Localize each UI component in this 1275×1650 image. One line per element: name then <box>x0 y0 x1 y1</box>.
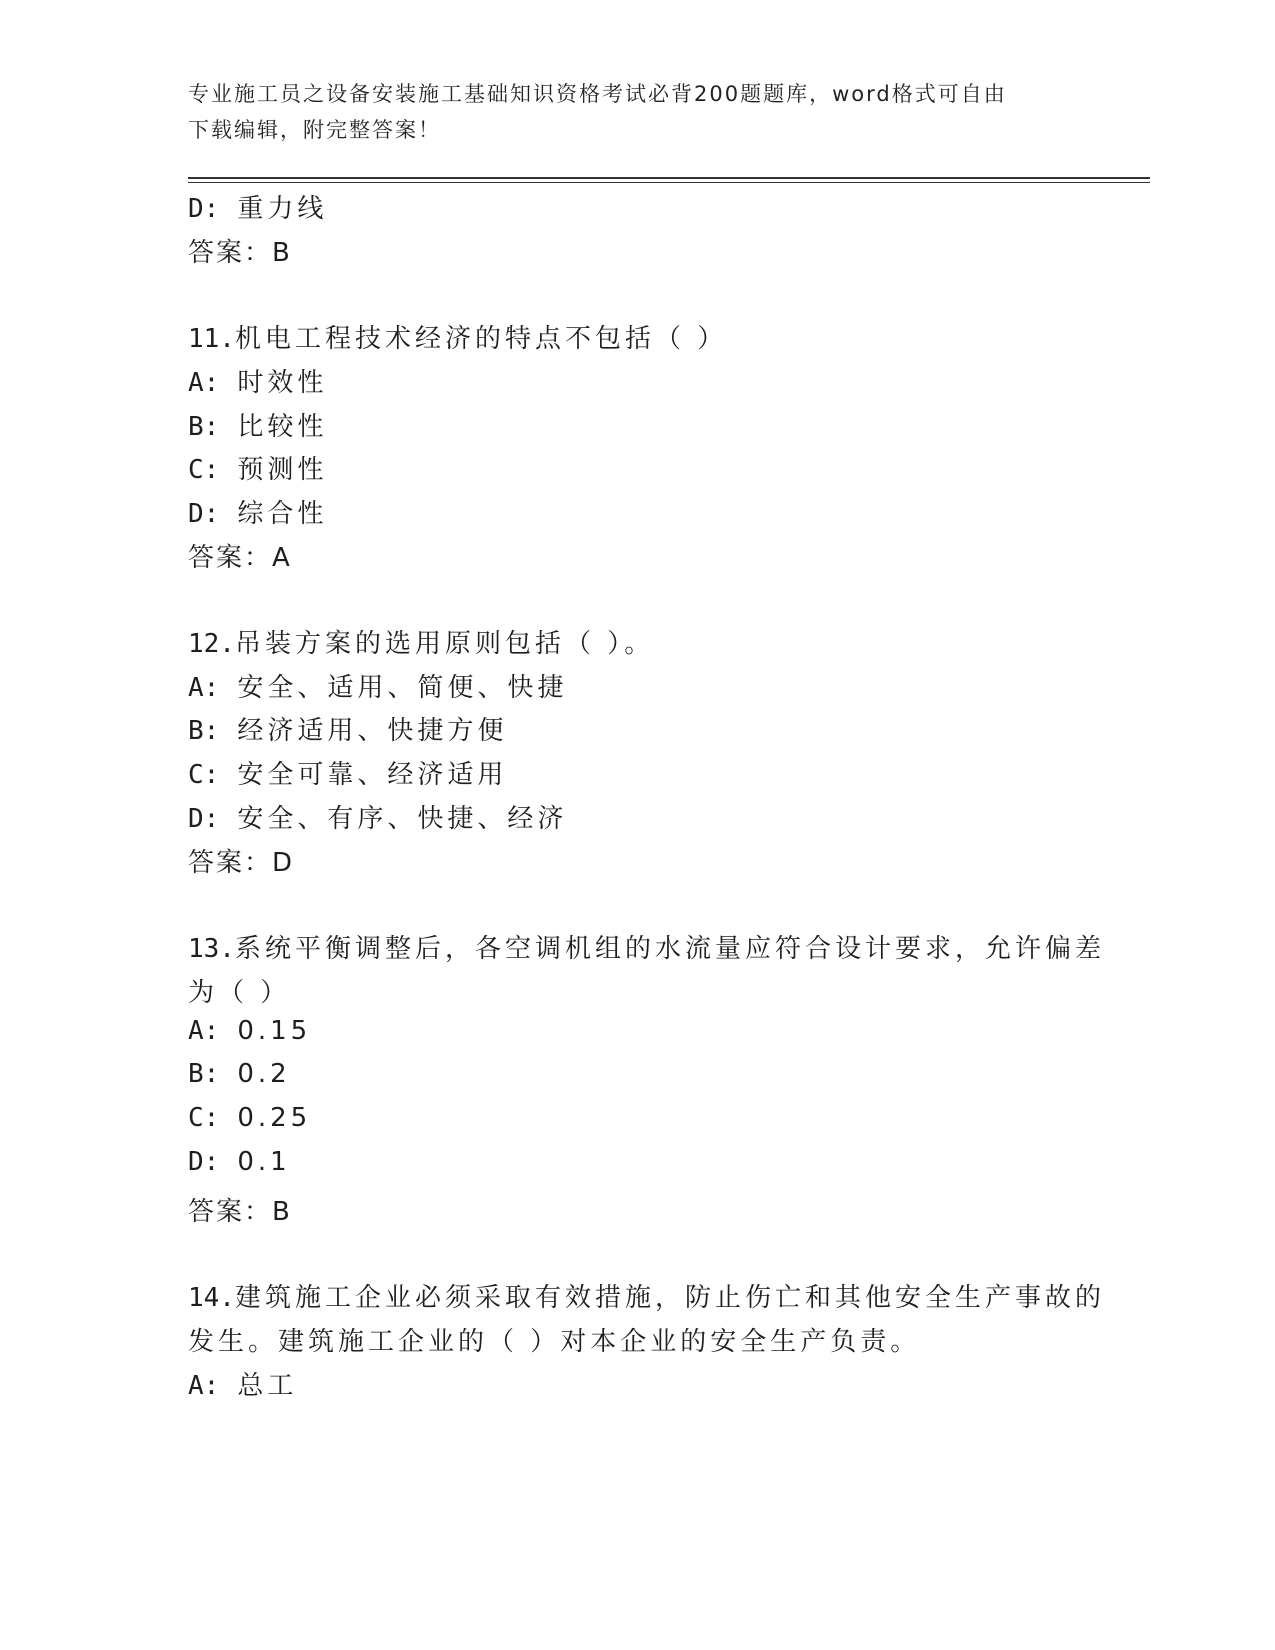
option-letter: A: <box>188 1016 220 1046</box>
answer-label: 答案： <box>188 848 273 878</box>
question-14-option-a <box>188 1365 297 1402</box>
question-14-stem <box>188 1277 1105 1314</box>
header-divider-thin <box>188 182 1150 183</box>
question-13-option-d <box>188 1147 291 1177</box>
answer-value: D <box>272 848 295 878</box>
header-divider-thick <box>188 177 1150 179</box>
question-number: 13. <box>188 934 235 964</box>
option-text: 总工 <box>237 1371 298 1401</box>
option-letter: A: <box>188 368 220 398</box>
question-text: 发生。建筑施工企业的（ ）对本企业的安全生产负责。 <box>188 1327 921 1357</box>
question-12-stem <box>188 623 654 660</box>
question-12-option-d <box>188 798 567 835</box>
carryover-option-d <box>188 188 327 225</box>
question-text: 机电工程技术经济的特点不包括（ ） <box>234 324 728 354</box>
option-text: 0.25 <box>237 1103 312 1133</box>
answer-value: B <box>272 238 292 268</box>
option-text: 0.15 <box>237 1016 312 1046</box>
option-text: 0.2 <box>237 1059 291 1089</box>
question-12-option-c <box>188 754 507 791</box>
question-11-stem <box>188 318 727 355</box>
option-text: 经济适用、快捷方便 <box>237 716 508 746</box>
option-letter: C: <box>188 455 220 485</box>
option-text: 重力线 <box>237 194 328 224</box>
question-11-option-c <box>188 449 327 486</box>
header-line-2: 下载编辑，附完整答案！ <box>188 118 441 142</box>
question-13-stem-continued <box>188 972 290 1009</box>
question-13-answer <box>188 1191 292 1228</box>
question-13-option-b <box>188 1059 291 1089</box>
question-number: 14. <box>188 1283 235 1313</box>
option-text: 安全可靠、经济适用 <box>237 760 508 790</box>
option-letter: B: <box>188 1059 220 1089</box>
option-text: 时效性 <box>237 368 328 398</box>
option-letter: D: <box>188 804 220 834</box>
question-11-answer <box>188 537 292 574</box>
question-12-option-b <box>188 710 507 747</box>
option-letter: D: <box>188 194 220 224</box>
question-13-option-a <box>188 1016 311 1046</box>
question-12-option-a <box>188 667 567 704</box>
carryover-answer <box>188 232 292 269</box>
question-text: 为（ ） <box>188 978 291 1008</box>
question-number: 12. <box>188 629 235 659</box>
question-number: 11. <box>188 324 235 354</box>
question-text: 建筑施工企业必须采取有效措施，防止伤亡和其他安全生产事故的 <box>234 1283 1105 1313</box>
option-text: 预测性 <box>237 455 328 485</box>
question-11-option-b <box>188 406 327 443</box>
option-text: 安全、适用、简便、快捷 <box>237 673 568 703</box>
option-text: 比较性 <box>237 412 328 442</box>
question-12-answer <box>188 842 294 879</box>
answer-label: 答案： <box>188 543 273 573</box>
option-text: 综合性 <box>237 499 328 529</box>
question-13-option-c <box>188 1103 311 1133</box>
option-text: 安全、有序、快捷、经济 <box>237 804 568 834</box>
option-text: 0.1 <box>237 1147 291 1177</box>
question-13-stem <box>188 928 1105 965</box>
question-14-stem-continued <box>188 1321 920 1358</box>
option-letter: B: <box>188 716 220 746</box>
answer-label: 答案： <box>188 238 273 268</box>
answer-label: 答案： <box>188 1197 273 1227</box>
answer-value: B <box>272 1197 292 1227</box>
option-letter: C: <box>188 760 220 790</box>
option-letter: A: <box>188 673 220 703</box>
header-line-1: 专业施工员之设备安装施工基础知识资格考试必背200题题库，word格式可自由 <box>188 82 1007 106</box>
option-letter: C: <box>188 1103 220 1133</box>
option-letter: B: <box>188 412 220 442</box>
option-letter: A: <box>188 1371 220 1401</box>
question-11-option-a <box>188 362 327 399</box>
question-11-option-d <box>188 493 327 530</box>
option-letter: D: <box>188 1147 220 1177</box>
question-text: 系统平衡调整后，各空调机组的水流量应符合设计要求，允许偏差 <box>234 934 1105 964</box>
answer-value: A <box>272 543 292 573</box>
document-header <box>188 76 1088 148</box>
question-text: 吊装方案的选用原则包括（ ）。 <box>234 629 655 659</box>
option-letter: D: <box>188 499 220 529</box>
